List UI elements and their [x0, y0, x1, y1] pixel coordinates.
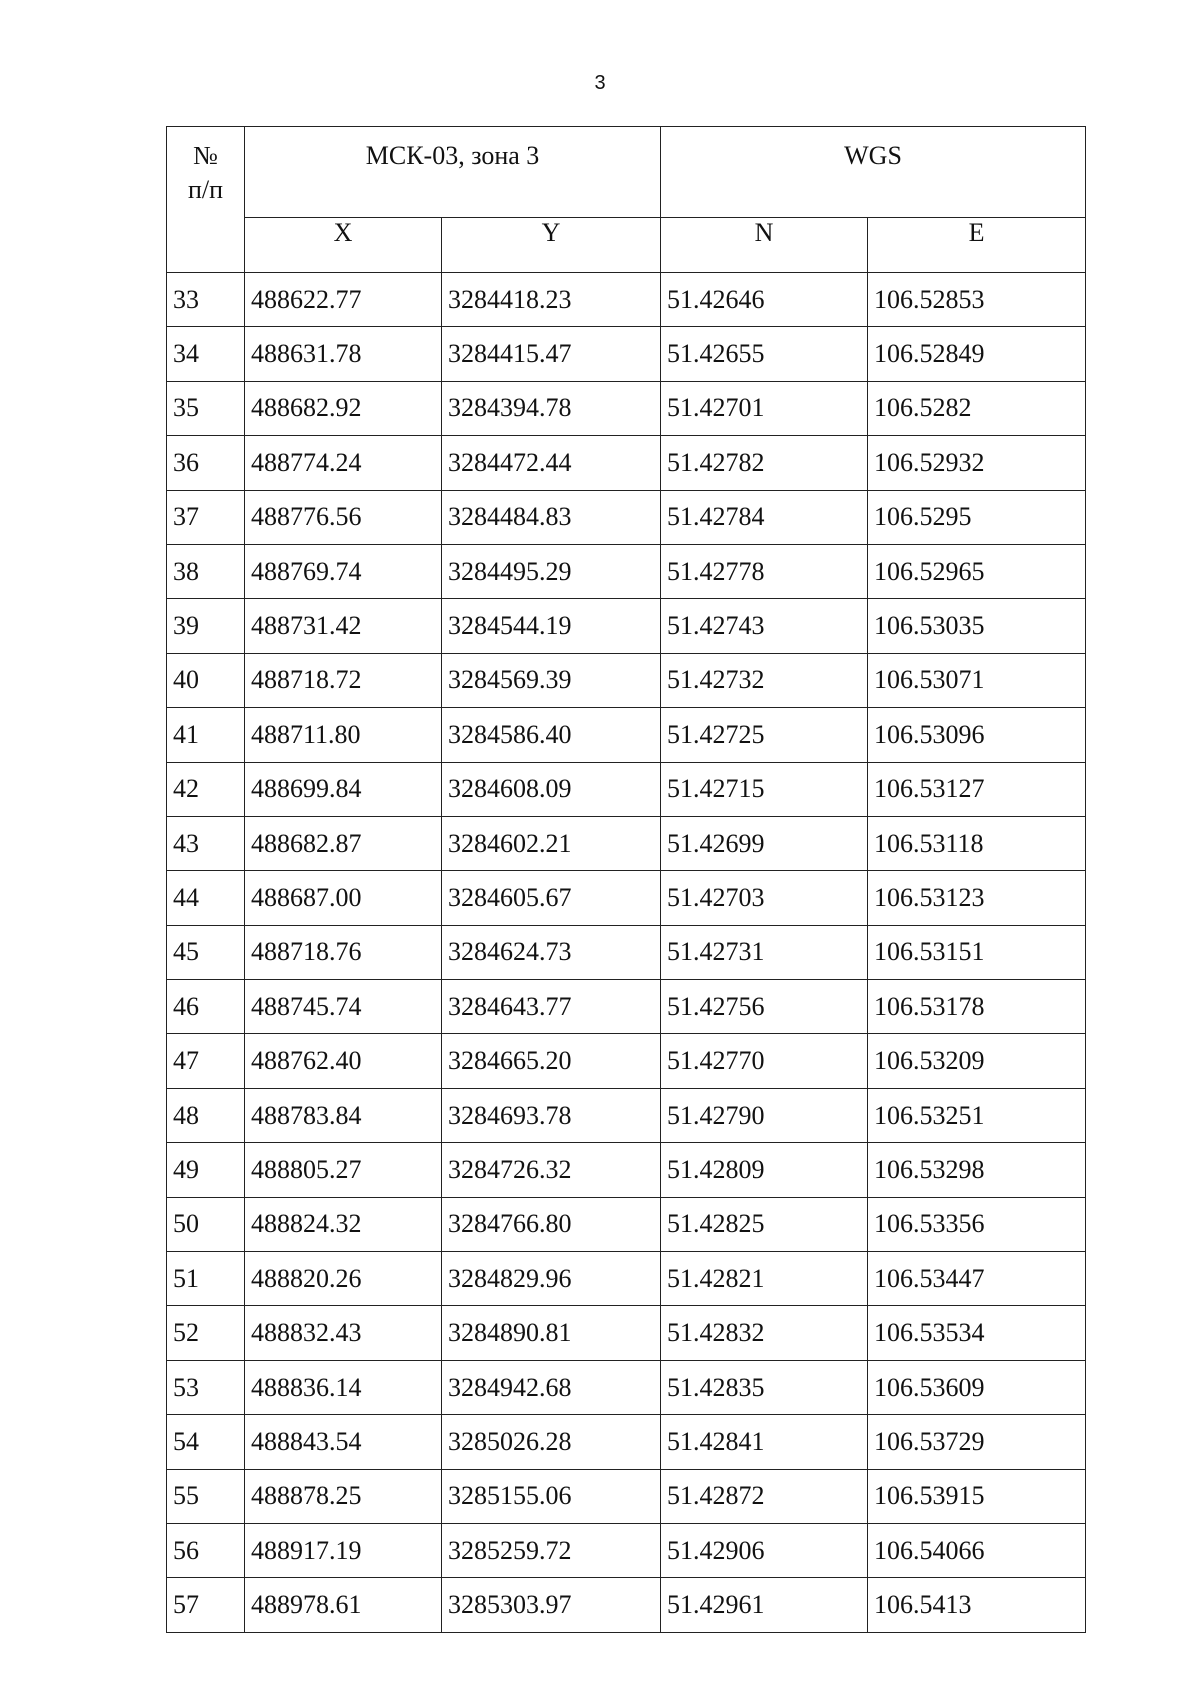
x-cell: 488769.74 [245, 544, 442, 598]
n-cell: 51.42646 [661, 273, 868, 327]
n-cell: 51.42655 [661, 327, 868, 381]
e-cell: 106.53127 [868, 762, 1086, 816]
table-row [167, 1415, 1086, 1469]
point-number-cell: 35 [167, 381, 245, 435]
e-cell: 106.53118 [868, 816, 1086, 870]
e-cell: 106.53151 [868, 925, 1086, 979]
y-cell: 3284544.19 [442, 599, 661, 653]
x-cell: 488687.00 [245, 871, 442, 925]
wgs-group-header: WGS [661, 127, 1086, 218]
e-cell: 106.53609 [868, 1360, 1086, 1414]
e-cell: 106.53298 [868, 1143, 1086, 1197]
x-cell: 488622.77 [245, 273, 442, 327]
n-cell: 51.42825 [661, 1197, 868, 1251]
e-cell: 106.53251 [868, 1088, 1086, 1142]
x-cell: 488917.19 [245, 1523, 442, 1577]
table-row [167, 327, 1086, 381]
x-cell: 488718.72 [245, 653, 442, 707]
x-cell: 488745.74 [245, 980, 442, 1034]
table-row [167, 816, 1086, 870]
e-cell: 106.53123 [868, 871, 1086, 925]
y-cell: 3284484.83 [442, 490, 661, 544]
e-cell: 106.52853 [868, 273, 1086, 327]
point-number-cell: 41 [167, 708, 245, 762]
e-cell: 106.53447 [868, 1252, 1086, 1306]
y-cell: 3284394.78 [442, 381, 661, 435]
x-cell: 488699.84 [245, 762, 442, 816]
table-row [167, 653, 1086, 707]
table-row [167, 1088, 1086, 1142]
n-cell: 51.42809 [661, 1143, 868, 1197]
point-number-cell: 50 [167, 1197, 245, 1251]
y-cell: 3284602.21 [442, 816, 661, 870]
table-row [167, 1360, 1086, 1414]
table-row [167, 871, 1086, 925]
number-sign-label: № [193, 141, 218, 170]
x-cell: 488762.40 [245, 1034, 442, 1088]
table-row [167, 1523, 1086, 1577]
x-cell: 488774.24 [245, 436, 442, 490]
msk-group-header: МСК-03, зона 3 [245, 127, 661, 218]
y-cell: 3284665.20 [442, 1034, 661, 1088]
point-number-cell: 46 [167, 980, 245, 1034]
x-cell: 488836.14 [245, 1360, 442, 1414]
n-cell: 51.42743 [661, 599, 868, 653]
point-number-cell: 45 [167, 925, 245, 979]
point-number-cell: 38 [167, 544, 245, 598]
point-number-cell: 36 [167, 436, 245, 490]
x-cell: 488682.87 [245, 816, 442, 870]
e-cell: 106.53071 [868, 653, 1086, 707]
y-cell: 3284608.09 [442, 762, 661, 816]
table-row [167, 436, 1086, 490]
n-cell: 51.42778 [661, 544, 868, 598]
y-cell: 3284569.39 [442, 653, 661, 707]
x-cell: 488878.25 [245, 1469, 442, 1523]
coordinates-table [166, 126, 1086, 1633]
y-cell: 3284829.96 [442, 1252, 661, 1306]
e-cell: 106.53096 [868, 708, 1086, 762]
point-number-cell: 37 [167, 490, 245, 544]
n-cell: 51.42703 [661, 871, 868, 925]
y-cell: 3284418.23 [442, 273, 661, 327]
n-column-header: N [661, 218, 868, 273]
y-cell: 3284472.44 [442, 436, 661, 490]
table-row [167, 544, 1086, 598]
n-cell: 51.42756 [661, 980, 868, 1034]
header-row-groups [167, 127, 1086, 218]
x-cell: 488776.56 [245, 490, 442, 544]
point-number-cell: 53 [167, 1360, 245, 1414]
point-number-cell: 56 [167, 1523, 245, 1577]
x-cell: 488978.61 [245, 1578, 442, 1632]
y-cell: 3284693.78 [442, 1088, 661, 1142]
y-cell: 3284586.40 [442, 708, 661, 762]
header-row-columns [167, 218, 1086, 273]
point-number-cell: 54 [167, 1415, 245, 1469]
n-cell: 51.42872 [661, 1469, 868, 1523]
e-cell: 106.54066 [868, 1523, 1086, 1577]
e-column-header: E [868, 218, 1086, 273]
y-cell: 3284942.68 [442, 1360, 661, 1414]
e-cell: 106.53035 [868, 599, 1086, 653]
ordinal-label: п/п [187, 175, 224, 204]
y-cell: 3285303.97 [442, 1578, 661, 1632]
table-row [167, 1469, 1086, 1523]
y-cell: 3284766.80 [442, 1197, 661, 1251]
x-cell: 488631.78 [245, 327, 442, 381]
page-number: 3 [594, 72, 606, 94]
e-cell: 106.5413 [868, 1578, 1086, 1632]
y-cell: 3284890.81 [442, 1306, 661, 1360]
table-row [167, 1197, 1086, 1251]
table-row [167, 599, 1086, 653]
table-row [167, 1143, 1086, 1197]
x-cell: 488805.27 [245, 1143, 442, 1197]
point-number-cell: 51 [167, 1252, 245, 1306]
e-cell: 106.5282 [868, 381, 1086, 435]
n-cell: 51.42782 [661, 436, 868, 490]
y-cell: 3284643.77 [442, 980, 661, 1034]
table-row [167, 490, 1086, 544]
y-cell: 3284726.32 [442, 1143, 661, 1197]
point-number-cell: 49 [167, 1143, 245, 1197]
n-cell: 51.42731 [661, 925, 868, 979]
e-cell: 106.5295 [868, 490, 1086, 544]
e-cell: 106.53729 [868, 1415, 1086, 1469]
n-cell: 51.42732 [661, 653, 868, 707]
table-row [167, 1034, 1086, 1088]
table-row [167, 1306, 1086, 1360]
e-cell: 106.53915 [868, 1469, 1086, 1523]
n-cell: 51.42790 [661, 1088, 868, 1142]
n-cell: 51.42906 [661, 1523, 868, 1577]
x-column-header: X [245, 218, 442, 273]
point-number-cell: 44 [167, 871, 245, 925]
table-row [167, 381, 1086, 435]
table-row [167, 1578, 1086, 1632]
n-cell: 51.42841 [661, 1415, 868, 1469]
point-number-cell: 55 [167, 1469, 245, 1523]
n-cell: 51.42821 [661, 1252, 868, 1306]
point-number-cell: 48 [167, 1088, 245, 1142]
table-body [167, 273, 1086, 1633]
e-cell: 106.53209 [868, 1034, 1086, 1088]
x-cell: 488731.42 [245, 599, 442, 653]
e-cell: 106.53356 [868, 1197, 1086, 1251]
table-row [167, 925, 1086, 979]
n-cell: 51.42770 [661, 1034, 868, 1088]
table-row [167, 980, 1086, 1034]
e-cell: 106.52849 [868, 327, 1086, 381]
n-cell: 51.42725 [661, 708, 868, 762]
point-number-cell: 33 [167, 273, 245, 327]
x-cell: 488843.54 [245, 1415, 442, 1469]
e-cell: 106.53534 [868, 1306, 1086, 1360]
n-cell: 51.42784 [661, 490, 868, 544]
table-row [167, 1252, 1086, 1306]
point-number-cell: 47 [167, 1034, 245, 1088]
table-row [167, 762, 1086, 816]
x-cell: 488824.32 [245, 1197, 442, 1251]
y-cell: 3285155.06 [442, 1469, 661, 1523]
y-cell: 3284605.67 [442, 871, 661, 925]
table-row [167, 273, 1086, 327]
point-number-cell: 52 [167, 1306, 245, 1360]
y-cell: 3285026.28 [442, 1415, 661, 1469]
e-cell: 106.52932 [868, 436, 1086, 490]
y-cell: 3284415.47 [442, 327, 661, 381]
n-cell: 51.42832 [661, 1306, 868, 1360]
y-cell: 3284495.29 [442, 544, 661, 598]
n-cell: 51.42961 [661, 1578, 868, 1632]
y-column-header: Y [442, 218, 661, 273]
e-cell: 106.53178 [868, 980, 1086, 1034]
number-column-header [167, 127, 245, 273]
x-cell: 488832.43 [245, 1306, 442, 1360]
x-cell: 488718.76 [245, 925, 442, 979]
point-number-cell: 57 [167, 1578, 245, 1632]
y-cell: 3284624.73 [442, 925, 661, 979]
point-number-cell: 42 [167, 762, 245, 816]
point-number-cell: 39 [167, 599, 245, 653]
n-cell: 51.42835 [661, 1360, 868, 1414]
e-cell: 106.52965 [868, 544, 1086, 598]
n-cell: 51.42701 [661, 381, 868, 435]
point-number-cell: 43 [167, 816, 245, 870]
n-cell: 51.42699 [661, 816, 868, 870]
n-cell: 51.42715 [661, 762, 868, 816]
x-cell: 488682.92 [245, 381, 442, 435]
point-number-cell: 40 [167, 653, 245, 707]
x-cell: 488820.26 [245, 1252, 442, 1306]
x-cell: 488711.80 [245, 708, 442, 762]
table-row [167, 708, 1086, 762]
y-cell: 3285259.72 [442, 1523, 661, 1577]
point-number-cell: 34 [167, 327, 245, 381]
x-cell: 488783.84 [245, 1088, 442, 1142]
